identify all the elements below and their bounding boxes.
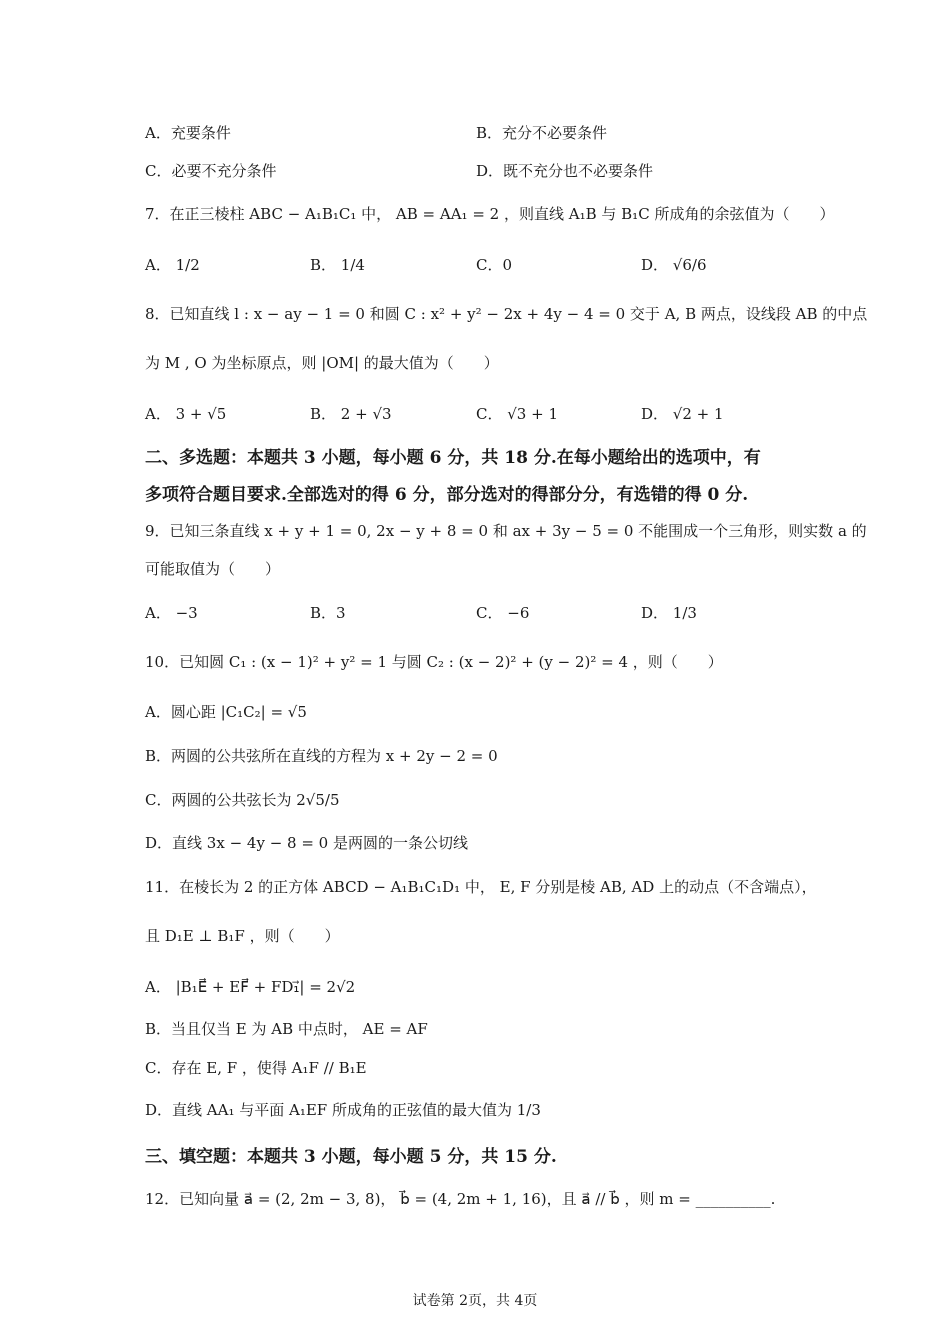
q7-stem: 7．在正三棱柱 ABC − A₁B₁C₁ 中， AB = AA₁ = 2 ，则直线 A₁B 与 B₁C 所成角的余弦值为（ ） — [145, 205, 835, 223]
q9-option-b: B．3 — [310, 604, 346, 622]
q11-stem-line1: 11．在棱长为 2 的正方体 ABCD − A₁B₁C₁D₁ 中， E, F 分别是棱 AB, AD 上的动点（不含端点）， — [145, 878, 817, 896]
section2-heading-line1: 二、多选题：本题共 3 小题，每小题 6 分，共 18 分.在每小题给出的选项中，有 — [145, 448, 761, 468]
q10-option-b: B．两圆的公共弦所在直线的方程为 x + 2y − 2 = 0 — [145, 747, 498, 765]
q10-option-a: A．圆心距 |C₁C₂| = √5 — [145, 703, 307, 721]
q7-option-b: B． 1/4 — [310, 256, 365, 274]
q8-stem-line2: 为 M , O 为坐标原点，则 |OM| 的最大值为（ ） — [145, 354, 499, 372]
q9-option-d: D． 1/3 — [641, 604, 697, 622]
q6-option-d: D．既不充分也不必要条件 — [476, 162, 654, 180]
q11-option-b: B．当且仅当 E 为 AB 中点时， AE = AF — [145, 1020, 428, 1038]
q11-option-d: D．直线 AA₁ 与平面 A₁EF 所成角的正弦值的最大值为 1/3 — [145, 1101, 541, 1119]
section2-heading-line2: 多项符合题目要求.全部选对的得 6 分，部分选对的得部分分，有选错的得 0 分. — [145, 485, 749, 505]
q6-option-a: A．充要条件 — [145, 124, 231, 142]
section3-heading: 三、填空题：本题共 3 小题，每小题 5 分，共 15 分. — [145, 1147, 557, 1167]
q9-stem-line1: 9．已知三条直线 x + y + 1 = 0, 2x − y + 8 = 0 和 ax + 3y − 5 = 0 不能围成一个三角形，则实数 a 的 — [145, 522, 867, 540]
q7-option-c: C．0 — [476, 256, 513, 274]
q7-option-d: D． √6/6 — [641, 256, 707, 274]
q10-stem: 10．已知圆 C₁ : (x − 1)² + y² = 1 与圆 C₂ : (x − 2)² + (y − 2)² = 4 ，则（ ） — [145, 653, 723, 671]
q11-option-c: C．存在 E, F ，使得 A₁F // B₁E — [145, 1059, 367, 1077]
q11-stem-line2: 且 D₁E ⊥ B₁F ，则（ ） — [145, 927, 340, 945]
q10-option-d: D．直线 3x − 4y − 8 = 0 是两圆的一条公切线 — [145, 834, 468, 852]
q8-option-b: B． 2 + √3 — [310, 405, 392, 423]
q8-option-a: A． 3 + √5 — [145, 405, 227, 423]
q6-option-c: C．必要不充分条件 — [145, 162, 277, 180]
q6-option-b: B．充分不必要条件 — [476, 124, 608, 142]
page-footer: 试卷第 2页，共 4页 — [412, 1293, 538, 1309]
q8-stem-line1: 8．已知直线 l : x − ay − 1 = 0 和圆 C : x² + y² − 2x + 4y − 4 = 0 交于 A, B 两点，设线段 AB 的中点 — [145, 305, 868, 323]
q7-option-a: A． 1/2 — [145, 256, 200, 274]
q12-stem: 12．已知向量 a⃗ = (2, 2m − 3, 8)， b⃗ = (4, 2m + 1, 16)，且 a⃗ // b⃗ ，则 m = __________. — [145, 1190, 776, 1208]
q9-option-a: A． −3 — [145, 604, 198, 622]
q11-option-a: A． |B₁E⃗ + EF⃗ + FD₁⃗| = 2√2 — [145, 978, 356, 996]
q9-stem-line2: 可能取值为（ ） — [145, 560, 281, 578]
q8-option-d: D． √2 + 1 — [641, 405, 724, 423]
q8-option-c: C． √3 + 1 — [476, 405, 558, 423]
q10-option-c: C．两圆的公共弦长为 2√5/5 — [145, 791, 340, 809]
q9-option-c: C． −6 — [476, 604, 530, 622]
